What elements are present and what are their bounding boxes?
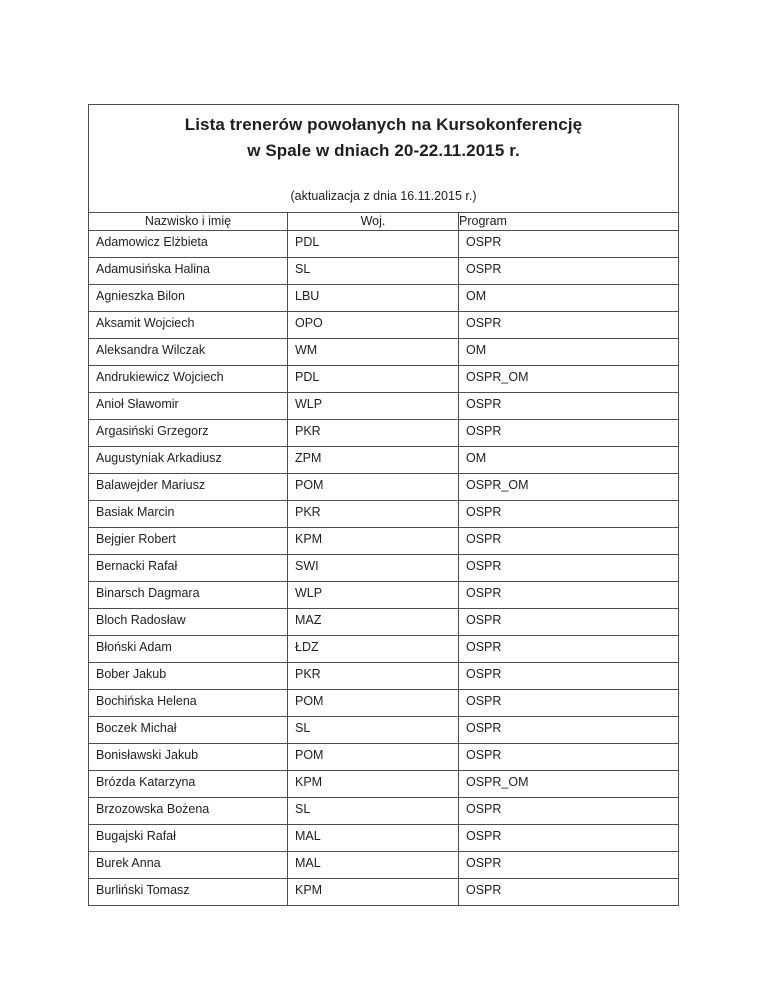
cell-woj: POM [288, 744, 459, 771]
cell-woj: MAL [288, 825, 459, 852]
cell-program: OSPR [459, 393, 679, 420]
cell-program: OM [459, 339, 679, 366]
cell-name: Balawejder Mariusz [89, 474, 288, 501]
cell-woj: POM [288, 690, 459, 717]
table-row [89, 609, 679, 636]
cell-name: Aleksandra Wilczak [89, 339, 288, 366]
cell-program: OSPR [459, 663, 679, 690]
cell-woj: SL [288, 258, 459, 285]
cell-woj: MAZ [288, 609, 459, 636]
cell-woj: WLP [288, 582, 459, 609]
cell-woj: PDL [288, 231, 459, 258]
cell-woj: SL [288, 717, 459, 744]
column-header-woj: Woj. [288, 213, 459, 231]
cell-woj: SL [288, 798, 459, 825]
cell-woj: PKR [288, 501, 459, 528]
cell-name: Binarsch Dagmara [89, 582, 288, 609]
cell-woj: WM [288, 339, 459, 366]
title-cell [89, 105, 679, 213]
cell-program: OSPR [459, 420, 679, 447]
document-title-line2: w Spale w dniach 20-22.11.2015 r. [247, 141, 520, 160]
cell-name: Aksamit Wojciech [89, 312, 288, 339]
cell-name: Adamowicz Elżbieta [89, 231, 288, 258]
cell-name: Boczek Michał [89, 717, 288, 744]
table-row [89, 231, 679, 258]
cell-name: Andrukiewicz Wojciech [89, 366, 288, 393]
table-row [89, 393, 679, 420]
cell-program: OSPR [459, 879, 679, 906]
cell-name: Bugajski Rafał [89, 825, 288, 852]
column-header-program: Program [459, 213, 679, 231]
cell-name: Bernacki Rafał [89, 555, 288, 582]
cell-name: Błoński Adam [89, 636, 288, 663]
cell-name: Brzozowska Bożena [89, 798, 288, 825]
trainer-table-body [89, 231, 679, 906]
cell-program: OSPR [459, 690, 679, 717]
cell-name: Augustyniak Arkadiusz [89, 447, 288, 474]
cell-program: OSPR [459, 852, 679, 879]
table-row [89, 501, 679, 528]
table-row [89, 528, 679, 555]
cell-name: Agnieszka Bilon [89, 285, 288, 312]
table-row [89, 663, 679, 690]
cell-woj: KPM [288, 528, 459, 555]
cell-name: Bochińska Helena [89, 690, 288, 717]
table-row [89, 339, 679, 366]
cell-woj: OPO [288, 312, 459, 339]
document-update-note: (aktualizacja z dnia 16.11.2015 r.) [290, 189, 477, 203]
cell-program: OSPR [459, 582, 679, 609]
table-row [89, 312, 679, 339]
cell-program: OSPR_OM [459, 474, 679, 501]
cell-name: Argasiński Grzegorz [89, 420, 288, 447]
cell-name: Anioł Sławomir [89, 393, 288, 420]
column-header-name: Nazwisko i imię [89, 213, 288, 231]
table-row [89, 420, 679, 447]
cell-woj: WLP [288, 393, 459, 420]
cell-woj: ZPM [288, 447, 459, 474]
cell-program: OSPR [459, 555, 679, 582]
cell-woj: KPM [288, 879, 459, 906]
cell-woj: PKR [288, 420, 459, 447]
cell-program: OSPR [459, 744, 679, 771]
cell-name: Bonisławski Jakub [89, 744, 288, 771]
cell-name: Bejgier Robert [89, 528, 288, 555]
table-row [89, 771, 679, 798]
cell-program: OSPR_OM [459, 771, 679, 798]
table-row [89, 366, 679, 393]
cell-program: OSPR_OM [459, 366, 679, 393]
table-row [89, 852, 679, 879]
cell-program: OSPR [459, 501, 679, 528]
cell-woj: POM [288, 474, 459, 501]
table-row [89, 474, 679, 501]
document-title-line1: Lista trenerów powołanych na Kursokonferencję [184, 115, 583, 134]
cell-woj: ŁDZ [288, 636, 459, 663]
cell-name: Basiak Marcin [89, 501, 288, 528]
cell-program: OSPR [459, 609, 679, 636]
cell-program: OSPR [459, 717, 679, 744]
table-row [89, 690, 679, 717]
cell-woj: KPM [288, 771, 459, 798]
trainer-list-table [88, 104, 679, 906]
table-header-row [89, 213, 679, 231]
cell-name: Burek Anna [89, 852, 288, 879]
table-row [89, 285, 679, 312]
table-row [89, 798, 679, 825]
table-row [89, 744, 679, 771]
table-row [89, 447, 679, 474]
cell-name: Burliński Tomasz [89, 879, 288, 906]
cell-program: OSPR [459, 231, 679, 258]
cell-name: Bober Jakub [89, 663, 288, 690]
cell-program: OSPR [459, 528, 679, 555]
cell-program: OM [459, 447, 679, 474]
cell-name: Brózda Katarzyna [89, 771, 288, 798]
cell-name: Adamusińska Halina [89, 258, 288, 285]
cell-program: OM [459, 285, 679, 312]
table-row [89, 879, 679, 906]
cell-program: OSPR [459, 258, 679, 285]
cell-program: OSPR [459, 636, 679, 663]
cell-woj: PKR [288, 663, 459, 690]
cell-woj: PDL [288, 366, 459, 393]
table-row [89, 258, 679, 285]
cell-woj: MAL [288, 852, 459, 879]
table-row [89, 555, 679, 582]
table-row [89, 582, 679, 609]
cell-program: OSPR [459, 825, 679, 852]
title-row [89, 105, 679, 213]
cell-woj: LBU [288, 285, 459, 312]
table-row [89, 825, 679, 852]
table-row [89, 717, 679, 744]
cell-name: Bloch Radosław [89, 609, 288, 636]
cell-program: OSPR [459, 312, 679, 339]
cell-program: OSPR [459, 798, 679, 825]
table-row [89, 636, 679, 663]
cell-woj: SWI [288, 555, 459, 582]
